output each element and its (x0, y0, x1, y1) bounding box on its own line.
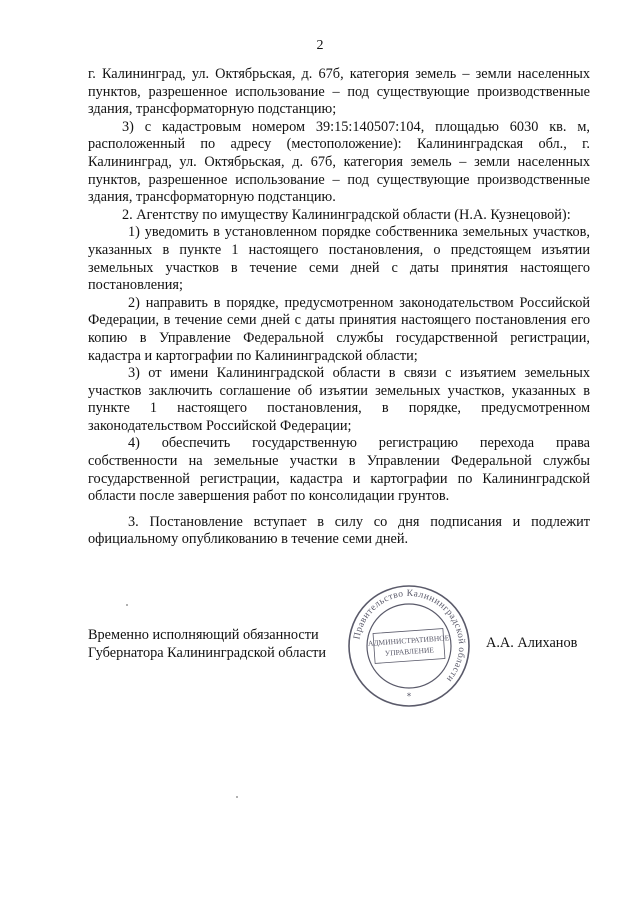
paragraph-parcel-3: 3) с кадастровым номером 39:15:140507:104, площадью 6030 кв. м, расположенный по адресу (местоположение): Калининградская обл., г. Калининград, ул. Октябрьская, д. 67б, категория земель – земли населенных пунктов, разрешенное использование – под существующие производственные здания, трансформаторную подстанцию. (88, 118, 590, 206)
scan-speck (126, 604, 128, 606)
seal-center-line1: АДМИНИСТРАТИВНОЕ (367, 633, 450, 648)
paragraph-agency-assignment: 2. Агентству по имуществу Калининградской области (Н.А. Кузнецовой): (122, 206, 571, 223)
paragraph-ensure-registration: 4) обеспечить государственную регистрацию перехода права собственности на земельные участки в Управлении Федеральной службы государственной регистрации, кадастра и картографии по Калининградской области после завершения работ по консолидации грунтов. (88, 435, 590, 505)
document-body (88, 66, 590, 549)
signatory-position-line1: Временно исполняющий обязанности (88, 627, 319, 643)
signatory-position (88, 626, 326, 662)
scan-speck (236, 796, 238, 798)
seal-outer-text: Правительство Калининградской области (352, 588, 467, 684)
seal-center-line2: УПРАВЛЕНИЕ (384, 645, 435, 658)
paragraph-send-copy: 2) направить в порядке, предусмотренном законодательством Российской Федерации, в течение семи дней с даты принятия настоящего постановления его копию в Управление Федеральной службы государственной регистрации, кадастра и картографии по Калининградской области; (88, 294, 590, 364)
signatory-position-line2: Губернатора Калининградской области (88, 645, 327, 661)
page-number: 2 (316, 38, 324, 53)
official-seal (346, 583, 472, 709)
seal-star-icon: * (406, 692, 412, 702)
paragraph-notify-owner: 1) уведомить в установленном порядке собственника земельных участков, указанных в пункте 1 настоящего постановления, о предстоящем изъятии земельных участков в течение семи дней с даты принятия настоящего постановления; (88, 224, 590, 294)
signatory-name: А.А. Алиханов (486, 635, 578, 651)
paragraph-conclude-agreement: 3) от имени Калининградской области в связи с изъятием земельных участков заключить соглашение об изъятии земельных участков, указанных в пункте 1 настоящего постановления, в порядке, предусмотренном законодательством Российской Федерации; (88, 365, 590, 434)
paragraph-effective-date: 3. Постановление вступает в силу со дня подписания и подлежит официальному опубликованию в течение семи дней. (88, 513, 590, 548)
paragraph-address-continuation: г. Калининград, ул. Октябрьская, д. 67б, категория земель – земли населенных пунктов, разрешенное использование – под существующие производственные здания, трансформаторную подстанцию; (88, 66, 590, 118)
